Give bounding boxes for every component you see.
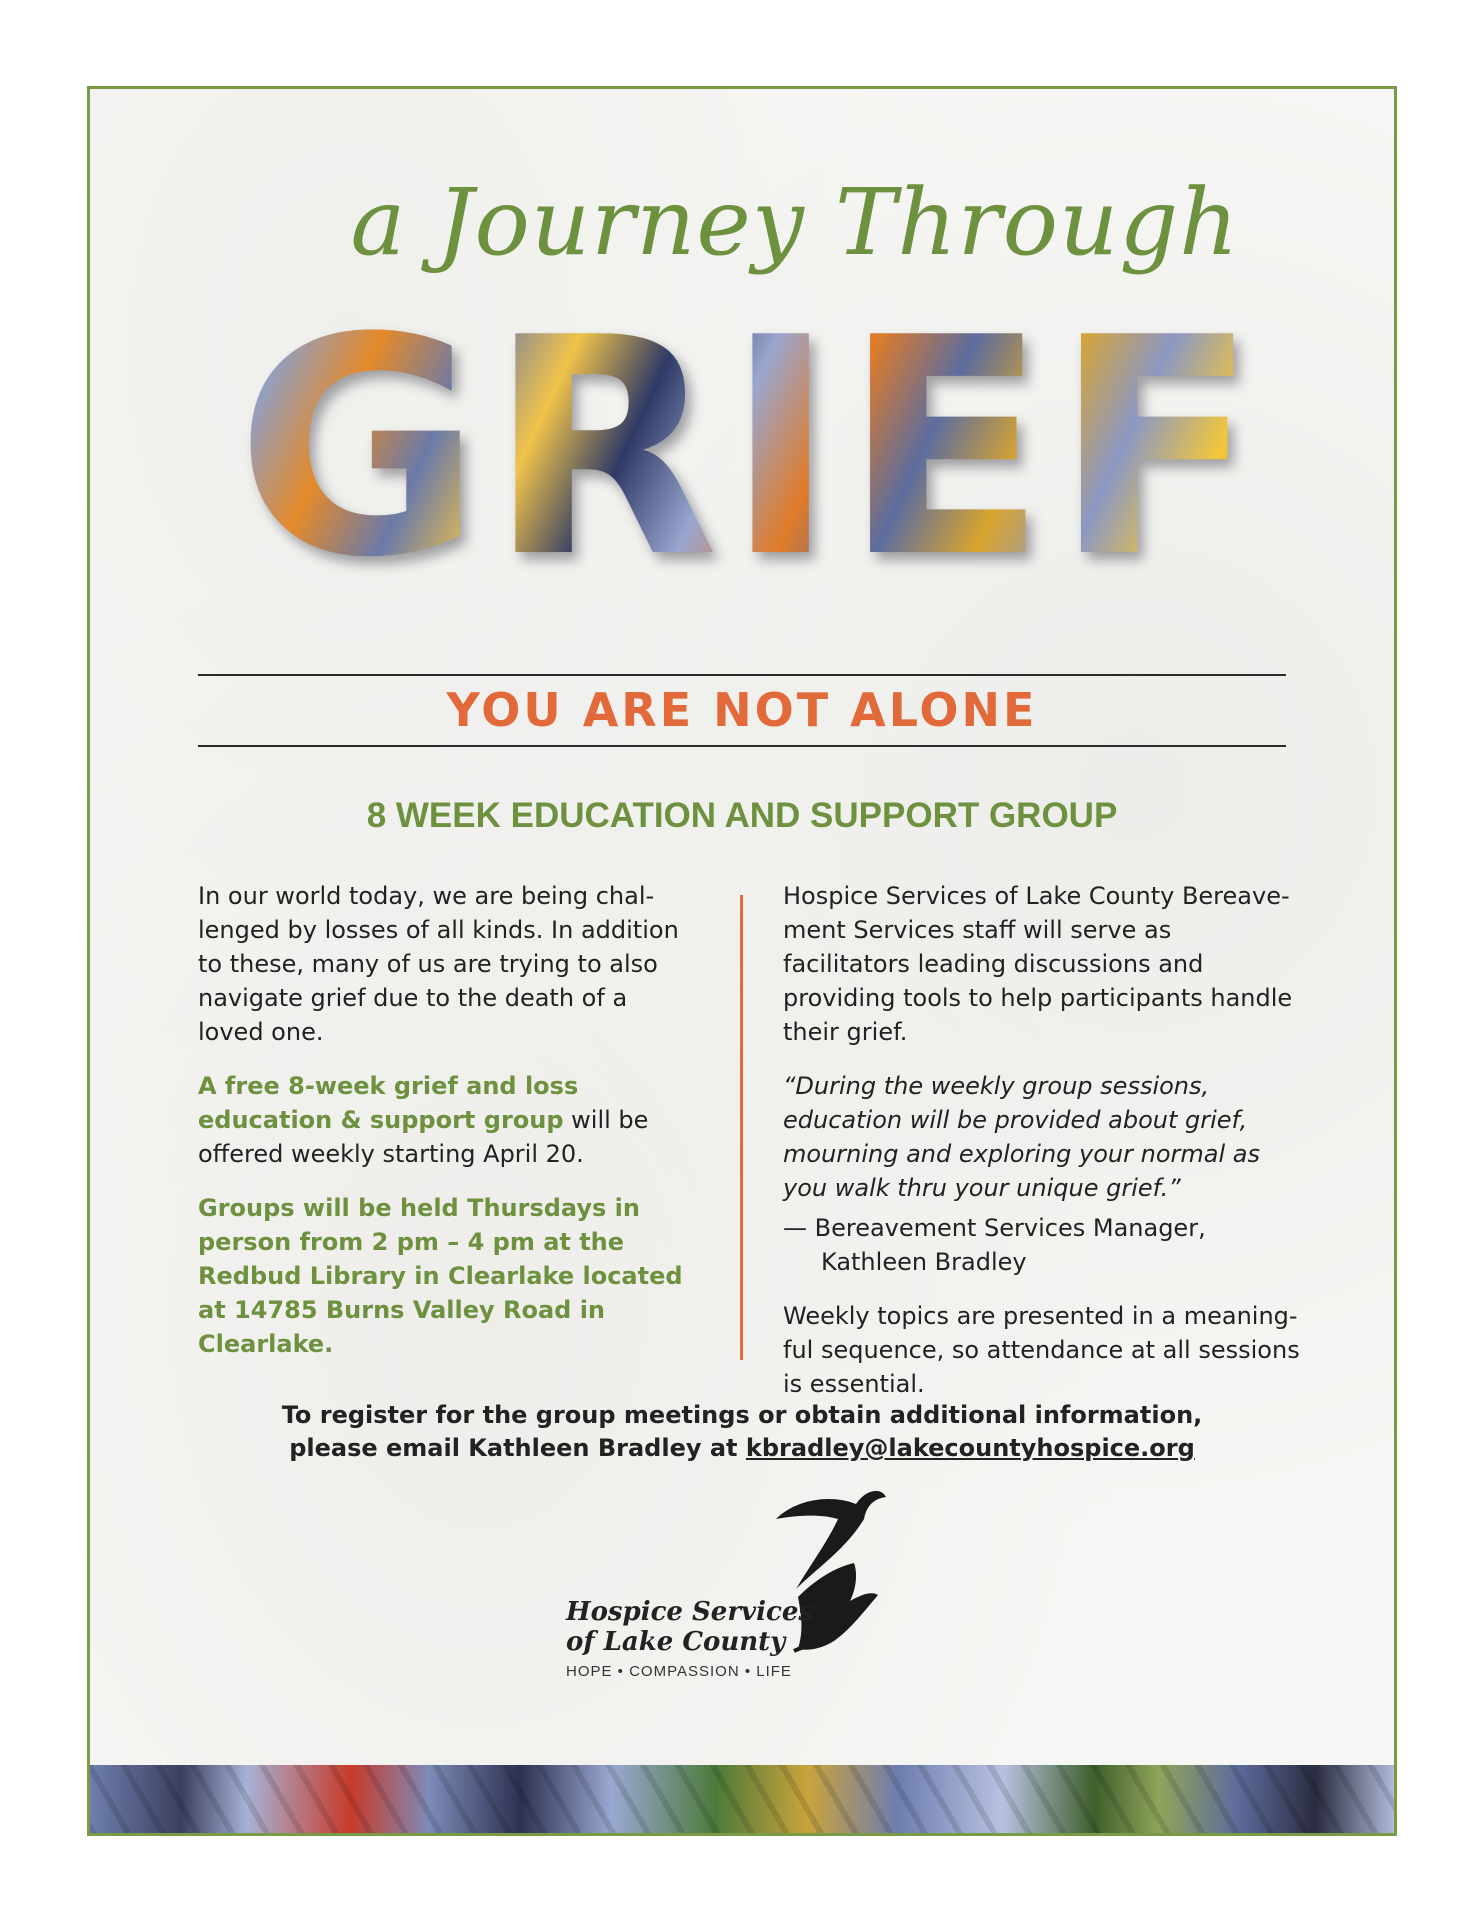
subhead: 8 WEEK EDUCATION AND SUPPORT GROUP: [366, 796, 1118, 835]
right-para-1: Hospice Services of Lake County Bereave-ment Services staff will serve as facilitators leading discussions and providing tools to help participants handle their grief.: [783, 882, 1293, 1046]
left-para-2-rest: will be offered weekly starting April 20.: [198, 1106, 649, 1168]
tagline: YOU ARE NOT ALONE: [446, 683, 1038, 737]
quote-attribution: — Bereavement Services Manager, Kathleen Bradley: [783, 1214, 1206, 1276]
register-info: [198, 1399, 1286, 1465]
right-column: [783, 879, 1303, 1421]
right-para-3: Weekly topics are presented in a meaning-ful sequence, so attendance at all sessions is essential.: [783, 1302, 1300, 1398]
hospice-logo: [566, 1479, 926, 1679]
bottom-rule: [198, 745, 1286, 747]
logo-name-line-2: of Lake County: [566, 1627, 786, 1657]
logo-tagline: HOPE • COMPASSION • LIFE: [566, 1663, 792, 1680]
flyer-frame: [87, 86, 1397, 1836]
left-para-2: [198, 1069, 698, 1171]
logo-name-line-1: Hospice Services: [566, 1597, 814, 1627]
left-para-3: Groups will be held Thursdays in person from 2 pm – 4 pm at the Redbud Library in Clearlake located at 14785 Burns Valley Road in Clearlake.: [198, 1194, 683, 1358]
puzzle-border-strip: [90, 1765, 1394, 1833]
register-line-2-prefix: please email Kathleen Bradley at: [289, 1434, 746, 1462]
grief-title: GRIEF: [200, 299, 1300, 599]
script-title: a Journey Through: [350, 169, 1240, 276]
column-divider: [740, 895, 743, 1360]
left-para-2-highlight: A free 8-week grief and loss education & support group: [198, 1072, 579, 1134]
top-rule: [198, 674, 1286, 676]
register-line-1: To register for the group meetings or obtain additional information,: [281, 1401, 1203, 1429]
left-column: [198, 879, 698, 1381]
register-line-2: [198, 1432, 1286, 1465]
manager-quote: “During the weekly group sessions, education will be provided about grief, mourning and exploring your normal as you walk thru your unique grief.”: [783, 1072, 1260, 1202]
left-para-1: In our world today, we are being chal-lenged by losses of all kinds. In addition to these, many of us are trying to also navigate grief due to the death of a loved one.: [198, 882, 679, 1046]
email-link[interactable]: kbradley@lakecountyhospice.org: [745, 1434, 1195, 1462]
